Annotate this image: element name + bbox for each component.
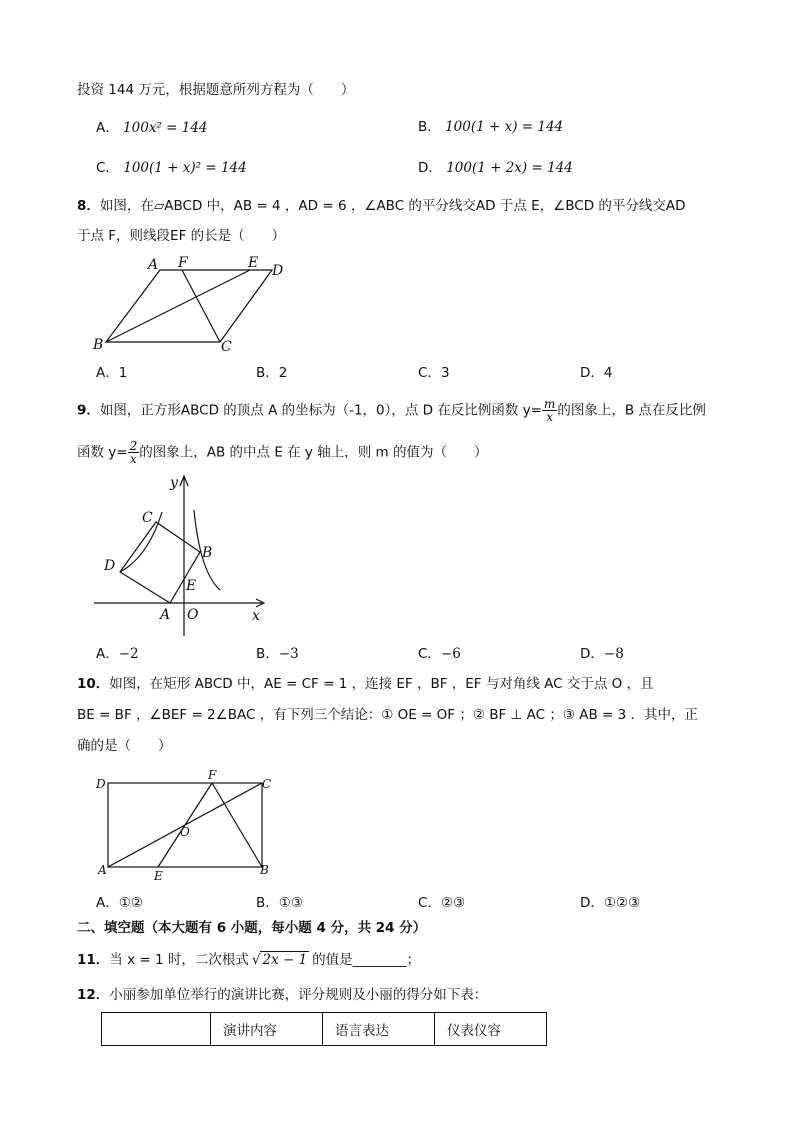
q11-radicand: 2x − 1 bbox=[262, 952, 308, 968]
q11-number: 11． bbox=[77, 952, 110, 968]
q8-option-c bbox=[418, 362, 450, 384]
q10-label-e: E bbox=[154, 869, 163, 883]
q7-option-b-letter: B． bbox=[418, 119, 441, 135]
q7-option-a-expr: 100x² = 144 bbox=[123, 120, 208, 136]
q10-option-a-letter: A． bbox=[96, 895, 119, 911]
q9-option-a-value: −2 bbox=[118, 646, 139, 662]
table-header-cell bbox=[102, 1013, 211, 1046]
q8-option-a-value: 1 bbox=[118, 365, 128, 381]
q7-option-c bbox=[96, 157, 247, 179]
q9-line1 bbox=[77, 398, 706, 423]
q9-fraction-2-over-x bbox=[128, 440, 140, 465]
q9-label-d: D bbox=[104, 558, 116, 574]
q8-option-d-value: 4 bbox=[603, 365, 613, 381]
q10-option-b bbox=[256, 892, 303, 914]
q8-option-d-letter: D． bbox=[580, 365, 604, 381]
q9-option-c-letter: C． bbox=[418, 646, 441, 662]
q10-label-b: B bbox=[260, 863, 269, 877]
q7-option-d-expr: 100(1 + 2x) = 144 bbox=[446, 160, 573, 176]
q7-option-a-letter: A． bbox=[96, 120, 119, 136]
table-row bbox=[102, 1013, 547, 1046]
q9-label-b: B bbox=[202, 545, 213, 561]
q9-option-b bbox=[256, 643, 299, 665]
q8-label-a: A bbox=[148, 257, 159, 273]
q9-frac1-numerator: m bbox=[543, 397, 556, 411]
q8-line1 bbox=[77, 196, 686, 216]
q10-option-d-value: ①②③ bbox=[603, 895, 641, 911]
q9-option-a bbox=[96, 643, 139, 665]
q10-option-b-value: ①③ bbox=[278, 895, 303, 911]
q8-number: 8． bbox=[77, 198, 100, 214]
q10-rectangle-figure bbox=[92, 768, 282, 888]
q10-label-f: F bbox=[208, 768, 217, 782]
q8-label-f: F bbox=[178, 255, 188, 271]
q7-option-c-letter: C． bbox=[96, 160, 119, 176]
q7-option-b-expr: 100(1 + x) = 144 bbox=[445, 119, 564, 135]
q11-text-a: 当 x = 1 时，二次根式 bbox=[109, 952, 249, 968]
q8-stem-line2: 于点 F，则线段EF 的长是（ ） bbox=[77, 228, 286, 244]
q9-option-b-letter: B． bbox=[256, 646, 279, 662]
q9-label-e: E bbox=[186, 578, 197, 594]
q10-label-o: O bbox=[180, 825, 190, 839]
q8-label-e: E bbox=[248, 255, 259, 271]
table-header-cell: 语言表达 bbox=[323, 1013, 435, 1046]
q9-stem-line2b: 的图象上，AB 的中点 E 在 y 轴上，则 m 的值为（ ） bbox=[139, 444, 488, 461]
q11-radical bbox=[252, 950, 309, 970]
q12-line bbox=[77, 985, 487, 1005]
q10-option-a bbox=[96, 892, 143, 914]
q8-option-a-letter: A． bbox=[96, 365, 119, 381]
section-fill-in-title: 二、填空题（本大题有 6 小题，每小题 4 分，共 24 分） bbox=[77, 920, 427, 936]
q8-stem-line1: 如图，在▱ABCD 中，AB = 4 ，AD = 6 ，∠ABC 的平分线交AD 于点 E，∠BCD 的平分线交AD bbox=[99, 198, 686, 214]
q9-frac2-denominator: x bbox=[130, 452, 137, 466]
q8-parallelogram-figure bbox=[90, 255, 300, 355]
q9-label-x: x bbox=[252, 608, 260, 624]
q9-option-d bbox=[580, 643, 624, 665]
q9-number: 9． bbox=[77, 402, 100, 419]
q9-stem-line1a: 如图，正方形ABCD 的顶点 A 的坐标为（-1，0），点 D 在反比例函数 y= bbox=[99, 402, 542, 419]
q9-option-c bbox=[418, 643, 461, 665]
q10-label-d: D bbox=[96, 777, 106, 791]
q9-label-a: A bbox=[160, 607, 171, 623]
q8-label-d: D bbox=[272, 263, 284, 279]
q8-option-a bbox=[96, 362, 127, 384]
q9-stem-line1b: 的图象上，B 点在反比例 bbox=[557, 402, 706, 419]
q9-option-b-value: −3 bbox=[278, 646, 299, 662]
q9-option-c-value: −6 bbox=[440, 646, 461, 662]
q8-option-b-value: 2 bbox=[278, 365, 288, 381]
q8-option-d bbox=[580, 362, 613, 384]
q7-option-d bbox=[418, 157, 573, 179]
q10-option-a-value: ①② bbox=[118, 895, 143, 911]
q8-option-c-letter: C． bbox=[418, 365, 441, 381]
q8-option-b-letter: B． bbox=[256, 365, 279, 381]
q10-stem-line2: BE = BF ，∠BEF = 2∠BAC ，有下列三个结论：① OE = OF ；② BF ⊥ AC ；③ AB = 3 ．其中，正 bbox=[77, 707, 698, 723]
q7-option-d-letter: D． bbox=[418, 160, 442, 176]
q12-number: 12． bbox=[77, 987, 110, 1003]
q9-option-a-letter: A． bbox=[96, 646, 119, 662]
q7-option-c-expr: 100(1 + x)² = 144 bbox=[123, 160, 247, 176]
q9-label-y: y bbox=[170, 475, 178, 491]
radical-sign-icon: √ bbox=[251, 952, 261, 968]
table-header-cell: 仪表仪容 bbox=[435, 1013, 547, 1046]
q9-coordinate-figure bbox=[90, 472, 280, 642]
q8-option-b bbox=[256, 362, 287, 384]
q9-frac2-numerator: 2 bbox=[129, 439, 138, 453]
q11-text-b: 的值是________； bbox=[312, 952, 421, 968]
q12-score-table bbox=[101, 1012, 547, 1046]
q10-option-b-letter: B． bbox=[256, 895, 279, 911]
q11-line bbox=[77, 950, 420, 970]
q9-label-o: O bbox=[187, 607, 199, 623]
q10-label-c: C bbox=[262, 777, 272, 791]
q10-line1 bbox=[77, 674, 654, 694]
q10-stem-line3: 确的是（ ） bbox=[77, 738, 172, 754]
q7-text-tail: 投资 144 万元，根据题意所列方程为（ ） bbox=[77, 82, 355, 98]
q9-line2 bbox=[77, 440, 487, 465]
q12-text: 小丽参加单位举行的演讲比赛，评分规则及小丽的得分如下表： bbox=[109, 987, 488, 1003]
q9-option-d-letter: D． bbox=[580, 646, 604, 662]
q9-option-d-value: −8 bbox=[603, 646, 624, 662]
q7-option-a bbox=[96, 117, 208, 139]
q9-fraction-m-over-x bbox=[542, 398, 557, 423]
q10-option-d bbox=[580, 892, 640, 914]
q10-option-c-letter: C． bbox=[418, 895, 441, 911]
q8-label-c: C bbox=[221, 339, 232, 355]
q10-stem-line1: 如图，在矩形 ABCD 中，AE = CF = 1 ，连接 EF ，BF ，EF 与对角线 AC 交于点 O ，且 bbox=[109, 676, 654, 692]
table-header-cell: 演讲内容 bbox=[211, 1013, 323, 1046]
q8-option-c-value: 3 bbox=[440, 365, 450, 381]
q10-option-c-value: ②③ bbox=[440, 895, 466, 911]
q8-label-b: B bbox=[93, 337, 104, 353]
q9-stem-line2a: 函数 y= bbox=[77, 444, 128, 461]
q10-option-c bbox=[418, 892, 465, 914]
q9-frac1-denominator: x bbox=[546, 410, 554, 424]
q10-number: 10． bbox=[77, 676, 110, 692]
q7-option-b bbox=[418, 116, 563, 138]
q10-option-d-letter: D． bbox=[580, 895, 604, 911]
q9-label-c: C bbox=[142, 510, 153, 526]
q10-label-a: A bbox=[98, 863, 107, 877]
